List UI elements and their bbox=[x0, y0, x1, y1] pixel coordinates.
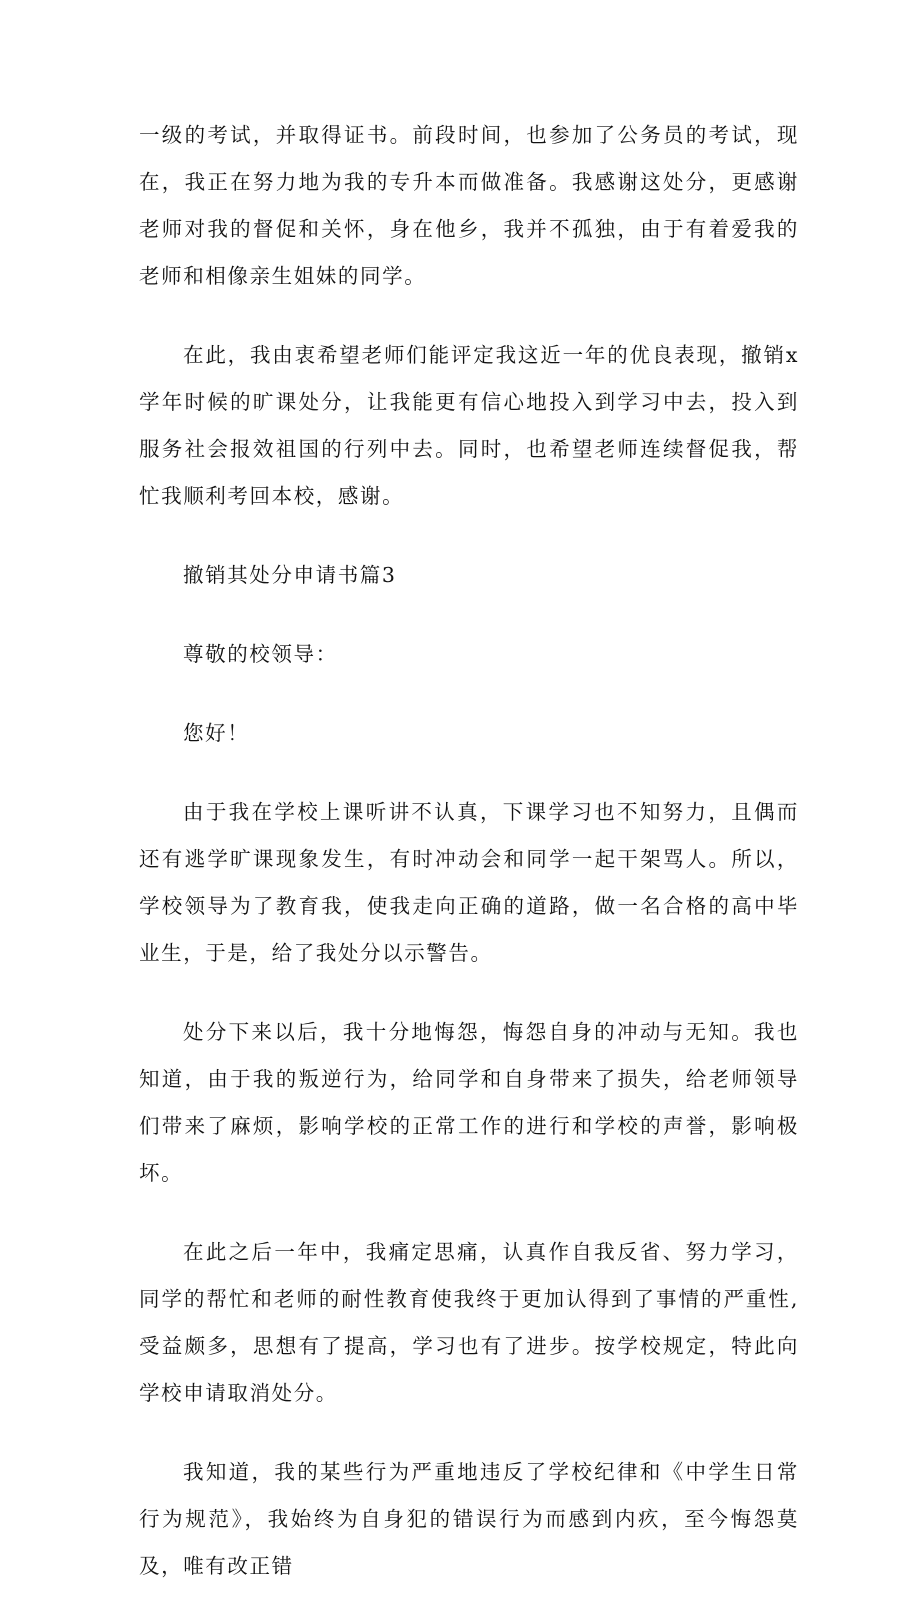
salutation: 尊敬的校领导： bbox=[183, 642, 338, 666]
paragraph-progress: 在此之后一年中，我痛定思痛，认真作自我反省、努力学习，同学的帮忙和老师的耐性教育使我终于更加认得到了事情的严重性,受益颇多，思想有了提高，学习也有了进步。按学校规定，特此向学校申请取消处分。 bbox=[139, 1240, 799, 1405]
paragraph-regret: 处分下来以后，我十分地悔怨，悔怨自身的冲动与无知。我也知道，由于我的叛逆行为，给同学和自身带来了损失，给老师领导们带来了麻烦，影响学校的正常工作的进行和学校的声誉，影响极坏。 bbox=[139, 1020, 799, 1185]
greeting: 您好！ bbox=[183, 721, 250, 745]
paragraph-request: 在此，我由衷希望老师们能评定我这近一年的优良表现，撤销x学年时候的旷课处分，让我能更有信心地投入到学习中去，投入到服务社会报效祖国的行列中去。同时，也希望老师连续督促我，帮忙我顺利考回本校，感谢。 bbox=[139, 343, 799, 508]
paragraph-continuation: 一级的考试，并取得证书。前段时间，也参加了公务员的考试，现在，我正在努力地为我的专升本而做准备。我感谢这处分，更感谢老师对我的督促和关怀，身在他乡，我并不孤独，由于有着爱我的老师和相像亲生姐妹的同学。 bbox=[139, 123, 799, 288]
paragraph-acknowledgement: 我知道，我的某些行为严重地违反了学校纪律和《中学生日常行为规范》，我始终为自身犯的错误行为而感到内疚，至今悔怨莫及，唯有改正错 bbox=[139, 1460, 799, 1578]
section-heading: 撤销其处分申请书篇3 bbox=[183, 563, 397, 587]
paragraph-reason: 由于我在学校上课听讲不认真，下课学习也不知努力，且偶而还有逃学旷课现象发生，有时冲动会和同学一起干架骂人。所以，学校领导为了教育我，使我走向正确的道路，做一名合格的高中毕业生，于是，给了我处分以示警告。 bbox=[139, 800, 799, 965]
document-body bbox=[139, 112, 799, 1622]
